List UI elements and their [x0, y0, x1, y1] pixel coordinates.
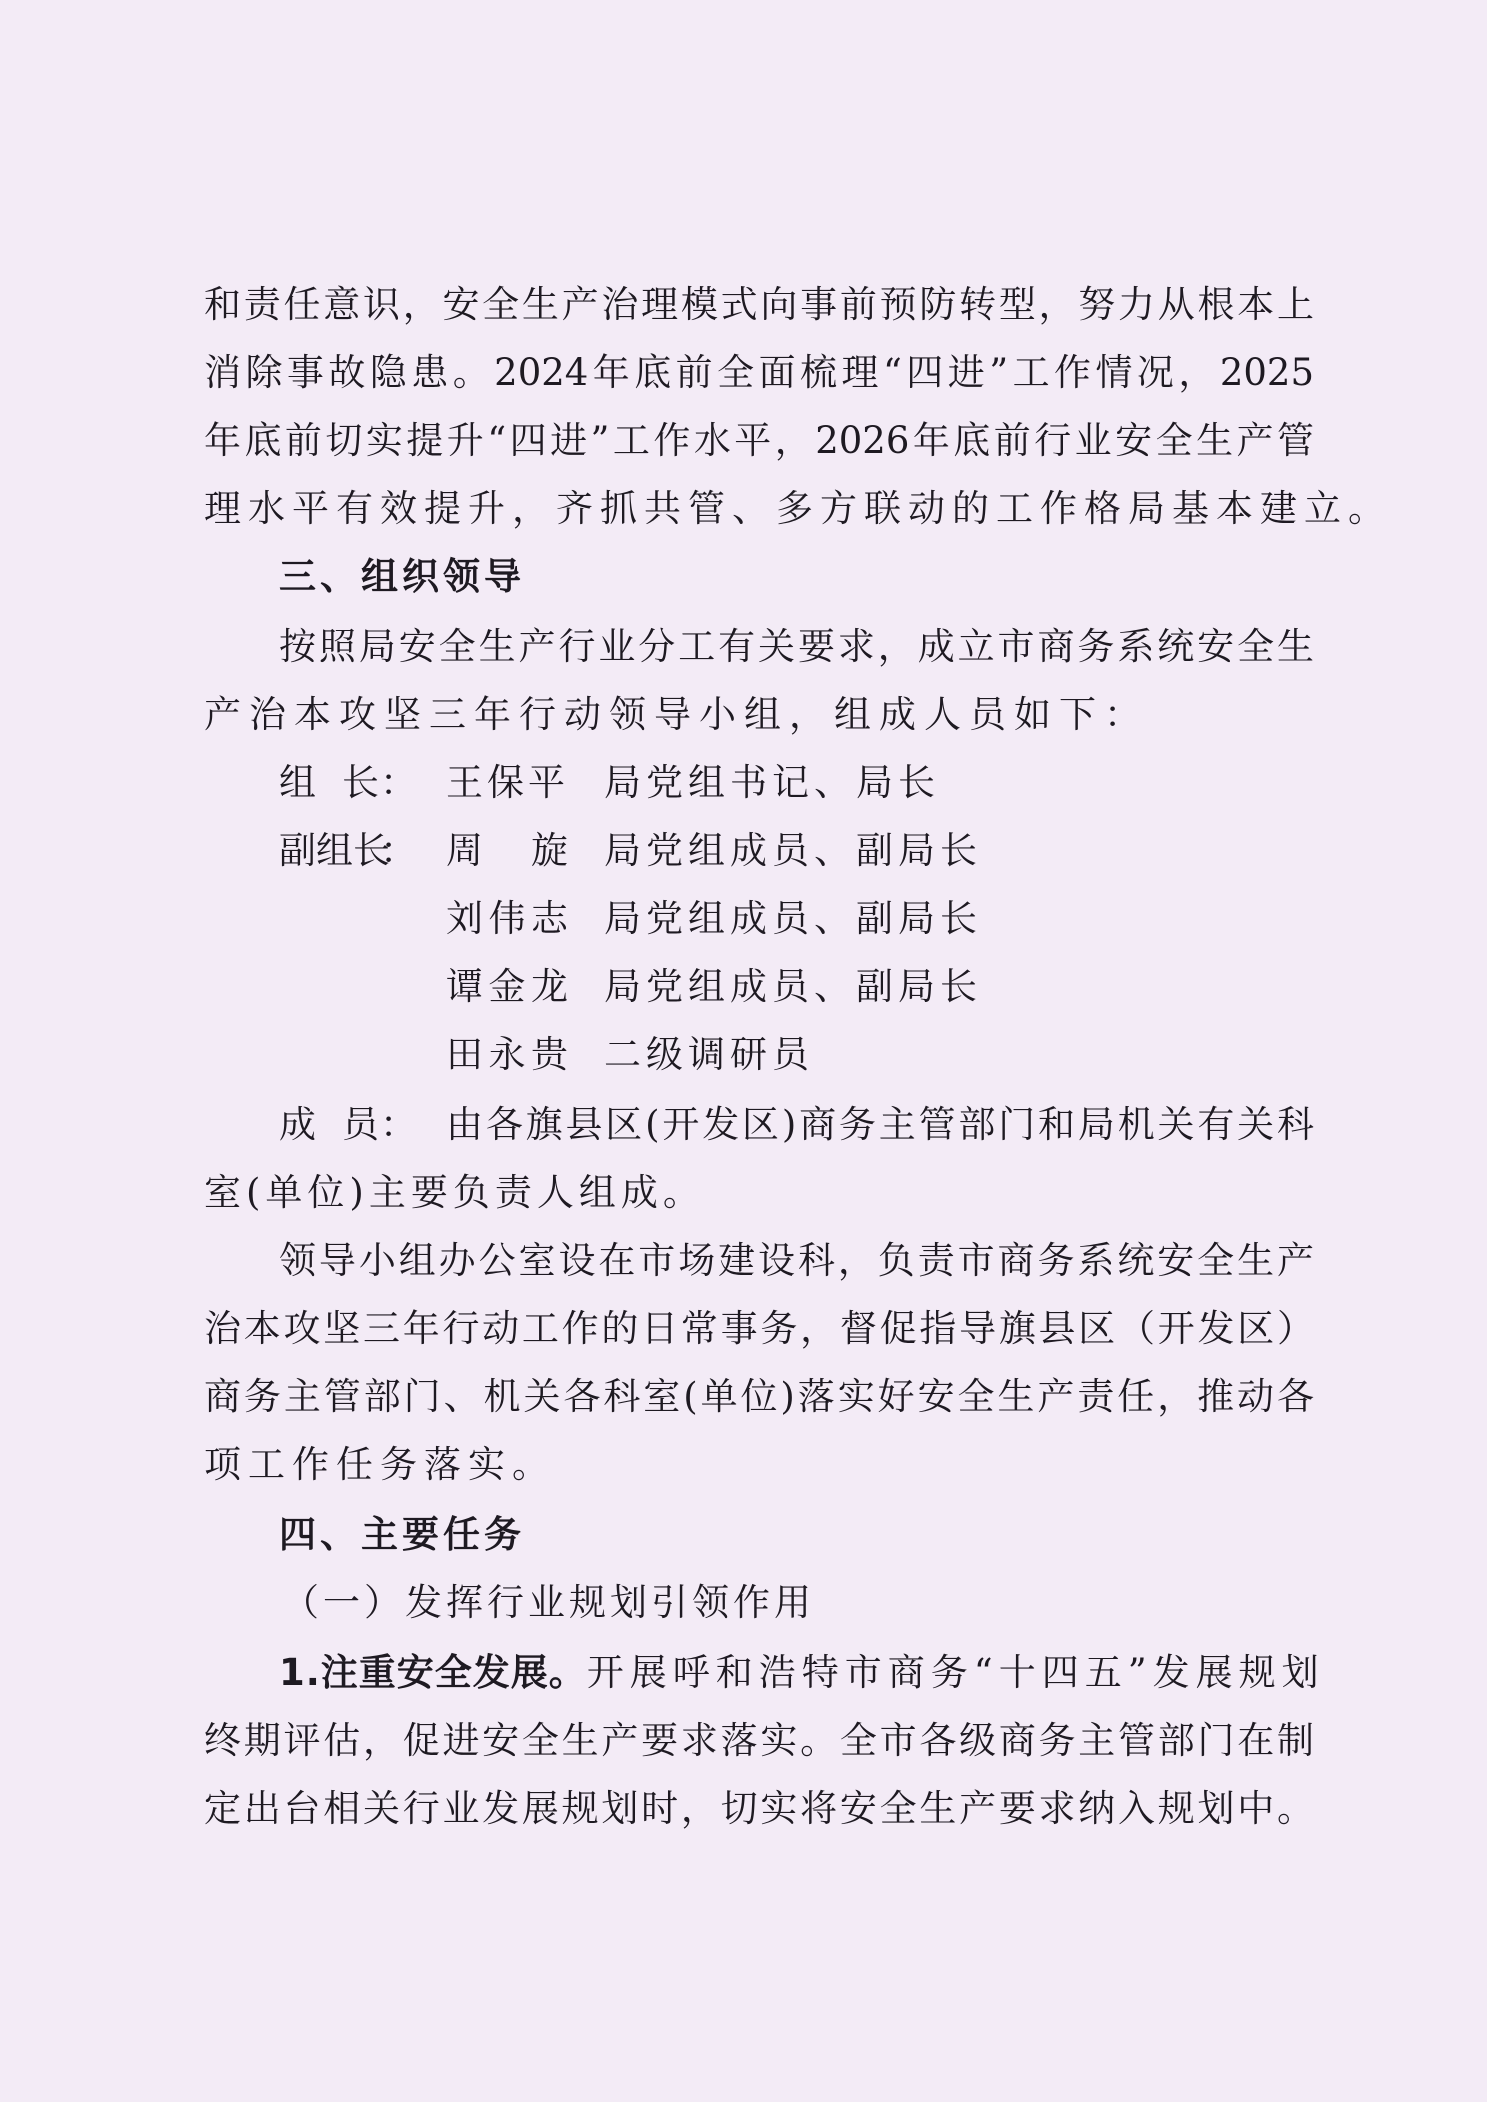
roster-colon: ：: [380, 761, 417, 804]
paragraph-line: 和责任意识，安全生产治理模式向事前预防转型，努力从根本上: [204, 283, 1314, 326]
roster-name: 谭金龙: [446, 965, 568, 1008]
paragraph-line: 终期评估，促进安全生产要求落实。全市各级商务主管部门在制: [204, 1719, 1314, 1762]
task-item-title: 1.注重安全发展。: [279, 1651, 587, 1694]
task-item-line: [279, 1643, 1325, 1703]
paragraph-line: 按照局安全生产行业分工有关要求，成立市商务系统安全生: [279, 625, 1314, 668]
paragraph-line: 理水平有效提升，齐抓共管、多方联动的工作格局基本建立。: [204, 487, 1392, 530]
members-role: 成员: [279, 1103, 379, 1146]
paragraph-line: 项工作任务落实。: [204, 1443, 556, 1486]
roster-title: 局党组成员、副局长: [604, 965, 982, 1008]
paragraph-line: 领导小组办公室设在市场建设科，负责市商务系统安全生产: [279, 1239, 1314, 1282]
members-colon: ：: [380, 1103, 417, 1146]
roster-role: 副组长: [279, 829, 390, 872]
roster-title: 二级调研员: [604, 1033, 814, 1076]
paragraph-line: 治本攻坚三年行动工作的日常事务，督促指导旗县区（开发区）: [204, 1307, 1314, 1350]
roster-title: 局党组成员、副局长: [604, 897, 982, 940]
subsection-heading: （一）发挥行业规划引领作用: [282, 1581, 815, 1624]
roster-name: 周旋: [446, 829, 568, 872]
paragraph-line: 室(单位)主要负责人组成。: [204, 1171, 705, 1214]
paragraph-line: 定出台相关行业发展规划时，切实将安全生产要求纳入规划中。: [204, 1787, 1314, 1830]
roster-role: 组长: [279, 761, 379, 804]
members-text: 由各旗县区(开发区)商务主管部门和局机关有关科: [446, 1103, 1314, 1146]
paragraph-line: 消除事故隐患。2024年底前全面梳理“四进”工作情况，2025: [204, 351, 1314, 394]
paragraph-line: 产治本攻坚三年行动领导小组，组成人员如下：: [204, 693, 1149, 736]
roster-name: 田永贵: [446, 1033, 568, 1076]
roster-name: 王保平: [446, 761, 569, 804]
paragraph-line: 商务主管部门、机关各科室(单位)落实好安全生产责任，推动各: [204, 1375, 1314, 1418]
task-item-text: 开展呼和浩特市商务“十四五”发展规划: [586, 1651, 1325, 1694]
section-heading: 四、主要任务: [279, 1513, 525, 1556]
roster-colon: ：: [380, 829, 417, 872]
section-heading: 三、组织领导: [279, 555, 525, 598]
paragraph-line: 年底前切实提升“四进”工作水平，2026年底前行业安全生产管: [204, 419, 1314, 462]
roster-title: 局党组书记、局长: [604, 761, 940, 804]
roster-title: 局党组成员、副局长: [604, 829, 982, 872]
roster-name: 刘伟志: [446, 897, 568, 940]
